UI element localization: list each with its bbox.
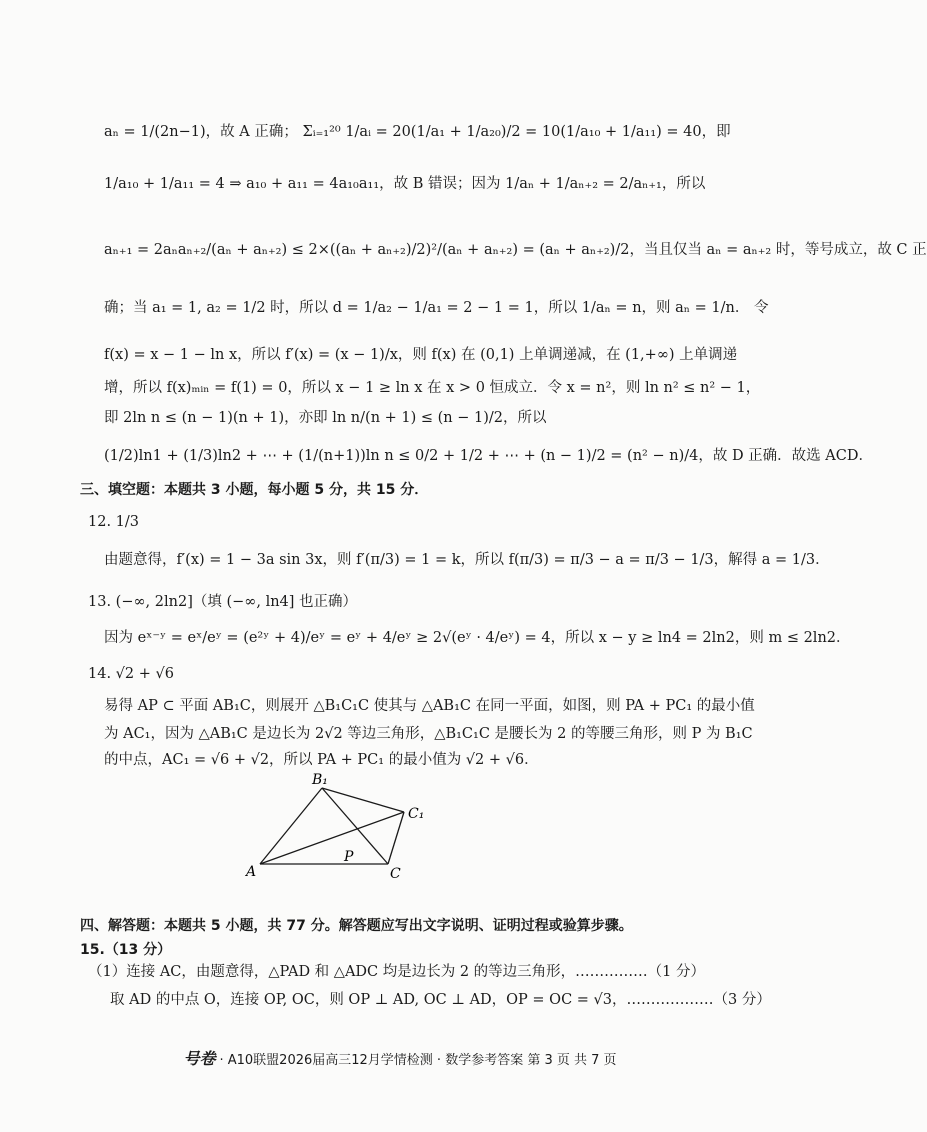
label-c1: C₁ <box>408 806 425 822</box>
geometry-figure <box>240 768 440 880</box>
solution-line-5: f(x) = x − 1 − ln x，所以 f′(x) = (x − 1)/x，则 f(x) 在 (0,1) 上单调递减，在 (1,+∞) 上单调递 <box>104 347 738 363</box>
solution-14-line-3: 的中点，AC₁ = √6 + √2，所以 PA + PC₁ 的最小值为 √2 + √6． <box>104 752 539 768</box>
solution-15-part1-line1: （1）连接 AC，由题意得，△PAD 和 △ADC 均是边长为 2 的等边三角形，……………（1 分） <box>88 964 706 980</box>
solution-line-1: aₙ = 1/(2n−1)，故 A 正确； Σᵢ₌₁²⁰ 1/aᵢ = 20(1/a₁ + 1/a₂₀)/2 = 10(1/a₁₀ + 1/a₁₁) = 40，即 <box>104 124 731 140</box>
solution-15-part1-line2: 取 AD 的中点 O，连接 OP, OC，则 OP ⊥ AD, OC ⊥ AD，OP = OC = √3，………………（3 分） <box>110 992 771 1008</box>
solution-line-6: 增，所以 f(x)ₘᵢₙ = f(1) = 0，所以 x − 1 ≥ ln x 在 x > 0 恒成立．令 x = n²，则 ln n² ≤ n² − 1， <box>104 380 761 396</box>
publisher-logo: 号卷 <box>183 1049 216 1068</box>
section-heading-fill-in: 三、填空题：本题共 3 小题，每小题 5 分，共 15 分． <box>80 482 429 498</box>
solution-14-line-2: 为 AC₁，因为 △AB₁C 是边长为 2√2 等边三角形，△B₁C₁C 是腰长为 2 的等腰三角形，则 P 为 B₁C <box>104 726 753 742</box>
label-a: A <box>246 864 257 880</box>
solution-14-line-1: 易得 AP ⊂ 平面 AB₁C，则展开 △B₁C₁C 使其与 △AB₁C 在同一平面，如图，则 PA + PC₁ 的最小值 <box>104 698 755 714</box>
label-b1: B₁ <box>312 772 328 788</box>
solution-12: 由题意得，f′(x) = 1 − 3a sin 3x，则 f′(π/3) = 1 = k，所以 f(π/3) = π/3 − a = π/3 − 1/3，解得 a = 1/3． <box>104 552 830 568</box>
answer-13: 13. (−∞, 2ln2]（填 (−∞, ln4] 也正确） <box>88 594 358 610</box>
label-c: C <box>390 866 401 882</box>
edge-b1-c1 <box>322 788 404 812</box>
solution-line-4: 确；当 a₁ = 1, a₂ = 1/2 时，所以 d = 1/a₂ − 1/a₁ = 2 − 1 = 1，所以 1/aₙ = n，则 aₙ = 1/n． 令 <box>104 300 769 316</box>
question-15-heading: 15.（13 分） <box>80 942 172 958</box>
solution-line-7: 即 2ln n ≤ (n − 1)(n + 1)，亦即 ln n/(n + 1) ≤ (n − 1)/2，所以 <box>104 410 547 426</box>
answer-12: 12. 1/3 <box>88 514 140 530</box>
label-p: P <box>344 849 354 865</box>
section-heading-answers: 四、解答题：本题共 5 小题，共 77 分。解答题应写出文字说明、证明过程或验算步骤。 <box>80 918 633 934</box>
solution-line-8: (1/2)ln1 + (1/3)ln2 + ⋯ + (1/(n+1))ln n ≤ 0/2 + 1/2 + ⋯ + (n − 1)/2 = (n² − n)/4，故 D 正确．故选 ACD． <box>104 448 873 464</box>
solution-line-3: aₙ₊₁ = 2aₙaₙ₊₂/(aₙ + aₙ₊₂) ≤ 2×((aₙ + aₙ₊₂)/2)²/(aₙ + aₙ₊₂) = (aₙ + aₙ₊₂)/2，当且仅当 aₙ = aₙ₊₂ 时，等号成立，故 C 正 <box>104 242 927 258</box>
edge-b1-c <box>322 788 388 864</box>
edge-c1-c <box>388 812 404 864</box>
footer-text: · A10联盟2026届高三12月学情检测 · 数学参考答案 第 3 页 共 7 页 <box>219 1053 617 1068</box>
solution-13: 因为 eˣ⁻ʸ = eˣ/eʸ = (e²ʸ + 4)/eʸ = eʸ + 4/eʸ ≥ 2√(eʸ · 4/eʸ) = 4，所以 x − y ≥ ln4 = 2ln2，则 m ≤ 2ln2． <box>104 630 851 646</box>
answer-14: 14. √2 + √6 <box>88 666 174 682</box>
solution-line-2: 1/a₁₀ + 1/a₁₁ = 4 ⇒ a₁₀ + a₁₁ = 4a₁₀a₁₁，故 B 错误；因为 1/aₙ + 1/aₙ₊₂ = 2/aₙ₊₁，所以 <box>104 176 706 192</box>
page-footer <box>0 1046 800 1069</box>
